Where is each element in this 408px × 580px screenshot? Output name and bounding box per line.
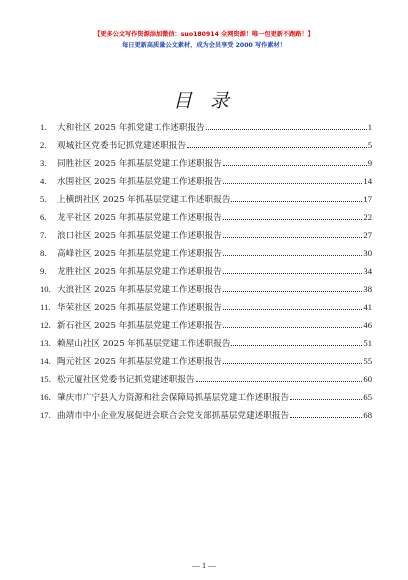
- toc-entry-page: 14: [363, 176, 372, 186]
- toc-entry-title: 观城社区党委书记抓党建述职报告: [57, 141, 186, 151]
- toc-dot-leader: [223, 291, 363, 292]
- toc-dot-leader: [223, 255, 363, 256]
- toc-entry-title: 陶元社区 2025 年抓基层党建工作述职报告: [57, 357, 222, 367]
- toc-entry-page: 5: [367, 140, 372, 150]
- toc-dot-leader: [223, 219, 363, 220]
- toc-entry-title: 大浪社区 2025 年抓基层党建工作述职报告: [57, 285, 222, 295]
- toc-entry[interactable]: [40, 337, 372, 355]
- toc-entry-number: 12.: [40, 320, 51, 330]
- toc-entry-page: 55: [363, 356, 372, 366]
- toc-entry-page: 27: [363, 230, 372, 240]
- toc-entry[interactable]: [40, 193, 372, 211]
- table-of-contents: [40, 121, 372, 427]
- toc-entry-title: 肇庆市广宁县人力资源和社会保障局抓基层党建工作述职报告: [57, 393, 290, 403]
- toc-dot-leader: [223, 363, 363, 364]
- toc-entry-page: 38: [363, 284, 372, 294]
- toc-entry-page: 30: [363, 248, 372, 258]
- toc-entry-title: 大和社区 2025 年抓党建工作述职报告: [57, 123, 205, 133]
- toc-entry[interactable]: [40, 157, 372, 175]
- toc-entry-number: 11.: [40, 302, 51, 312]
- toc-entry[interactable]: [40, 139, 372, 157]
- toc-entry-number: 17.: [40, 410, 51, 420]
- toc-entry[interactable]: [40, 265, 372, 283]
- toc-entry-title: 赖屋山社区 2025 年抓基层党建工作述职报告: [57, 339, 231, 349]
- toc-dot-leader: [231, 345, 362, 346]
- toc-dot-leader: [187, 147, 367, 148]
- toc-entry[interactable]: [40, 391, 372, 409]
- toc-entry[interactable]: [40, 247, 372, 265]
- page-number-footer: — 1 —: [192, 561, 216, 570]
- toc-dot-leader: [223, 327, 363, 328]
- toc-entry-number: 5.: [40, 194, 47, 204]
- toc-entry[interactable]: [40, 283, 372, 301]
- toc-entry-page: 34: [363, 266, 372, 276]
- toc-entry-title: 高峰社区 2025 年抓基层党建工作述职报告: [57, 249, 222, 259]
- toc-dot-leader: [290, 399, 362, 400]
- toc-entry-title: 华荣社区 2025 年抓基层党建工作述职报告: [57, 303, 222, 313]
- toc-entry[interactable]: [40, 211, 372, 229]
- toc-entry-page: 22: [363, 212, 372, 222]
- toc-entry[interactable]: [40, 121, 372, 139]
- toc-entry-title: 同胜社区 2025 年抓基层党建工作述职报告: [57, 159, 222, 169]
- toc-entry-number: 3.: [40, 158, 47, 168]
- toc-entry-number: 10.: [40, 284, 51, 294]
- toc-entry-title: 曲靖市中小企业发展促进会联合会党支部抓基层党建述职报告: [57, 411, 290, 421]
- promo-header: [0, 30, 408, 50]
- toc-entry-number: 16.: [40, 392, 51, 402]
- toc-dot-leader: [223, 309, 363, 310]
- toc-entry-page: 1: [367, 122, 372, 132]
- toc-entry-number: 6.: [40, 212, 47, 222]
- toc-dot-leader: [290, 417, 362, 418]
- toc-entry-number: 15.: [40, 374, 51, 384]
- document-title: 目 录: [172, 90, 236, 112]
- toc-entry[interactable]: [40, 373, 372, 391]
- toc-entry-number: 2.: [40, 140, 47, 150]
- toc-entry-title: 浪口社区 2025 年抓基层党建工作述职报告: [57, 231, 222, 241]
- toc-entry-number: 7.: [40, 230, 47, 240]
- toc-entry-number: 8.: [40, 248, 47, 258]
- toc-dot-leader: [223, 273, 363, 274]
- toc-entry-title: 龙平社区 2025 年抓基层党建工作述职报告: [57, 213, 222, 223]
- toc-entry[interactable]: [40, 301, 372, 319]
- toc-entry-title: 松元厦社区党委书记抓党建述职报告: [57, 375, 195, 385]
- toc-dot-leader: [223, 237, 363, 238]
- toc-dot-leader: [231, 201, 362, 202]
- toc-entry-number: 9.: [40, 266, 47, 276]
- toc-entry-title: 上横朗社区 2025 年抓基层党建工作述职报告: [57, 195, 231, 205]
- toc-entry-page: 41: [363, 302, 372, 312]
- toc-entry-number: 14.: [40, 356, 51, 366]
- toc-dot-leader: [196, 381, 363, 382]
- toc-dot-leader: [206, 129, 367, 130]
- toc-entry[interactable]: [40, 355, 372, 373]
- toc-entry[interactable]: [40, 319, 372, 337]
- toc-entry-page: 68: [363, 410, 372, 420]
- toc-dot-leader: [223, 165, 367, 166]
- toc-entry-title: 新石社区 2025 年抓基层党建工作述职报告: [57, 321, 222, 331]
- toc-entry-page: 17: [363, 194, 372, 204]
- toc-entry[interactable]: [40, 409, 372, 427]
- toc-entry-number: 4.: [40, 176, 47, 186]
- toc-entry[interactable]: [40, 229, 372, 247]
- toc-entry-page: 9: [367, 158, 372, 168]
- toc-entry-number: 1.: [40, 122, 47, 132]
- toc-entry-title: 龙胜社区 2025 年抓基层党建工作述职报告: [57, 267, 222, 277]
- toc-entry-page: 46: [363, 320, 372, 330]
- promo-line-wechat: 【更多公文写作资源添加微信：suo180914 全网资源！唯一包更新不跑路！】: [94, 31, 314, 38]
- toc-dot-leader: [223, 183, 363, 184]
- toc-entry-page: 65: [363, 392, 372, 402]
- promo-line-daily-update: 每日更新高质量公文素材，成为会员享受 2000 写作素材！: [122, 42, 286, 49]
- toc-entry-page: 51: [363, 338, 372, 348]
- toc-entry-page: 60: [363, 374, 372, 384]
- toc-entry-number: 13.: [40, 338, 51, 348]
- toc-entry[interactable]: [40, 175, 372, 193]
- toc-entry-title: 水围社区 2025 年抓基层党建工作述职报告: [57, 177, 222, 187]
